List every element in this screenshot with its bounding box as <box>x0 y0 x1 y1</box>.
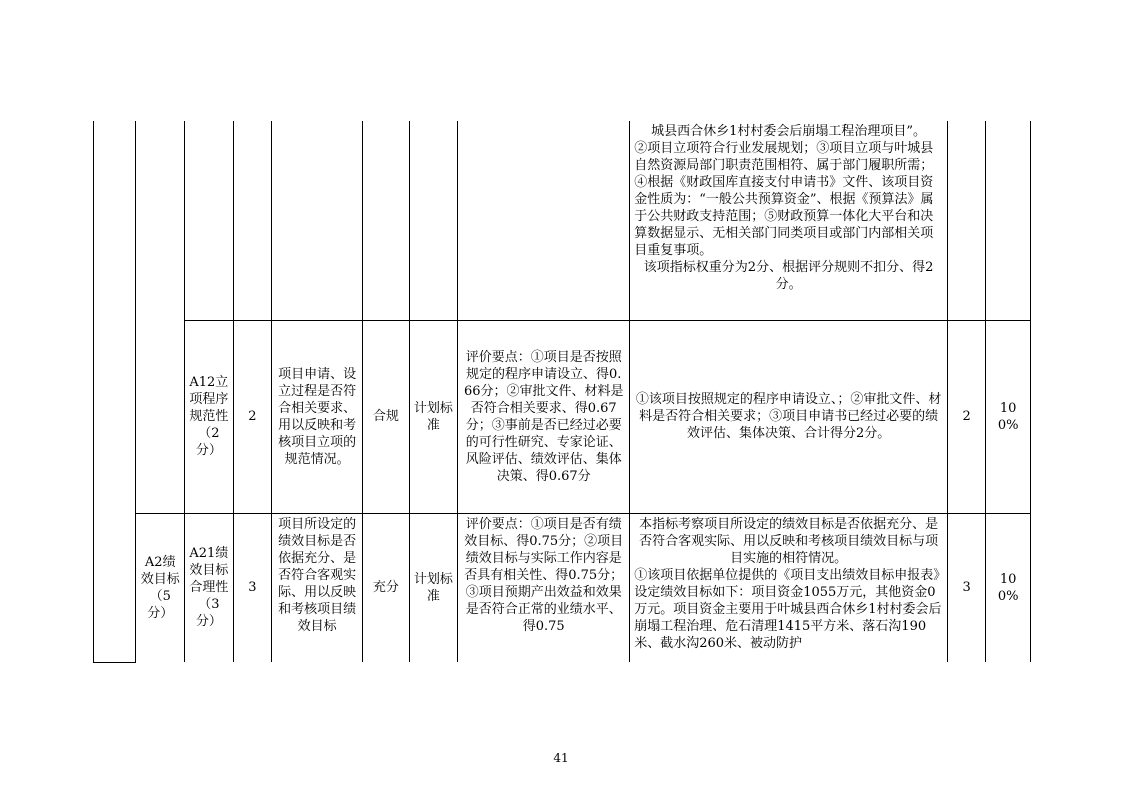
page-number: 41 <box>553 751 569 765</box>
evidence-cell <box>630 513 948 662</box>
basis-cell <box>409 121 458 320</box>
basis-cell: 计划标准 <box>409 513 458 662</box>
evidence-cell: ①该项目按照规定的程序申请设立、；②审批文件、材料是否符合相关要求；③项目申请书已经过必要的绩效评估、集体决策、合计得分2分。 <box>630 320 948 513</box>
score-cell: 2 <box>947 320 985 513</box>
level2-indicator-cell <box>185 121 234 320</box>
evaluation-table <box>93 121 1031 663</box>
type-cell: 合规 <box>363 320 410 513</box>
level1-indicator-cell <box>136 121 185 513</box>
table-row <box>94 320 1031 513</box>
type-cell <box>363 121 410 320</box>
evidence-line: 城县西合休乡1村村委会后崩塌工程治理项目”。 <box>651 124 927 139</box>
description-cell <box>272 121 363 320</box>
criteria-cell: 评价要点：①项目是否有绩效目标、得0.75分；②项目绩效目标与实际工作内容是否具有相关性、得0.75分；③项目预期产出效益和效果是否符合正常的业绩水平、得0.75 <box>458 513 630 662</box>
criteria-cell: 评价要点：①项目是否按照规定的程序申请设立、得0.66分；②审批文件、材料是否符合相关要求、得0.67分；③事前是否已经过必要的可行性研究、专家论证、风险评估、绩效评估、集体决策、得0.67分 <box>458 320 630 513</box>
table-row <box>94 121 1031 320</box>
description-cell: 项目申请、设立过程是否符合相关要求、用以反映和考核项目立项的规范情况。 <box>272 320 363 513</box>
table-row <box>94 513 1031 662</box>
score-cell <box>947 121 985 320</box>
weight-cell: 3 <box>233 513 271 662</box>
evidence-line: ①该项目依据单位提供的《项目支出绩效目标申报表》设定绩效目标如下：项目资金1055万元，其他资金0万元。项目资金主要用于叶城县西合休乡1村村委会后崩塌工程治理、危石清理1415平方米、落石沟190米、截水沟260米、被动防护 <box>634 567 942 651</box>
rate-cell: 100% <box>986 513 1031 662</box>
level2-indicator-cell: A21绩效目标合理性（3分） <box>185 513 234 662</box>
score-cell: 3 <box>947 513 985 662</box>
level1-indicator-cell: A2绩效目标（5分） <box>136 513 185 662</box>
level1-indicator-prev <box>94 121 136 662</box>
evidence-line: ②项目立项符合行业发展规划；③项目立项与叶城县自然资源局部门职责范围相符、属于部门履职所需；④根据《财政国库直接支付申请书》文件、该项目资金性质为：“一般公共预算资金”、根据《预算法》属于公共财政支持范围；⑤财政预算一体化大平台和决算数据显示、无相关部门同类项目或部门内部相关项目重复事项。 <box>634 141 934 258</box>
description-cell: 项目所设定的绩效目标是否依据充分、是否符合客观实际、用以反映和考核项目绩效目标 <box>272 513 363 662</box>
criteria-cell <box>458 121 630 320</box>
type-cell: 充分 <box>363 513 410 662</box>
rate-cell <box>986 121 1031 320</box>
level2-indicator-cell: A12立项程序规范性（2分） <box>185 320 234 513</box>
weight-cell: 2 <box>233 320 271 513</box>
evidence-line: 本指标考察项目所设定的绩效目标是否依据充分、是否符合客观实际、用以反映和考核项目绩效目标与项目实施的相符情况。 <box>639 516 939 566</box>
evidence-line: 该项指标权重分为2分、根据评分规则不扣分、得2分。 <box>643 260 934 292</box>
basis-cell: 计划标准 <box>409 320 458 513</box>
evidence-cell <box>630 121 948 320</box>
rate-cell: 100% <box>986 320 1031 513</box>
weight-cell <box>233 121 271 320</box>
